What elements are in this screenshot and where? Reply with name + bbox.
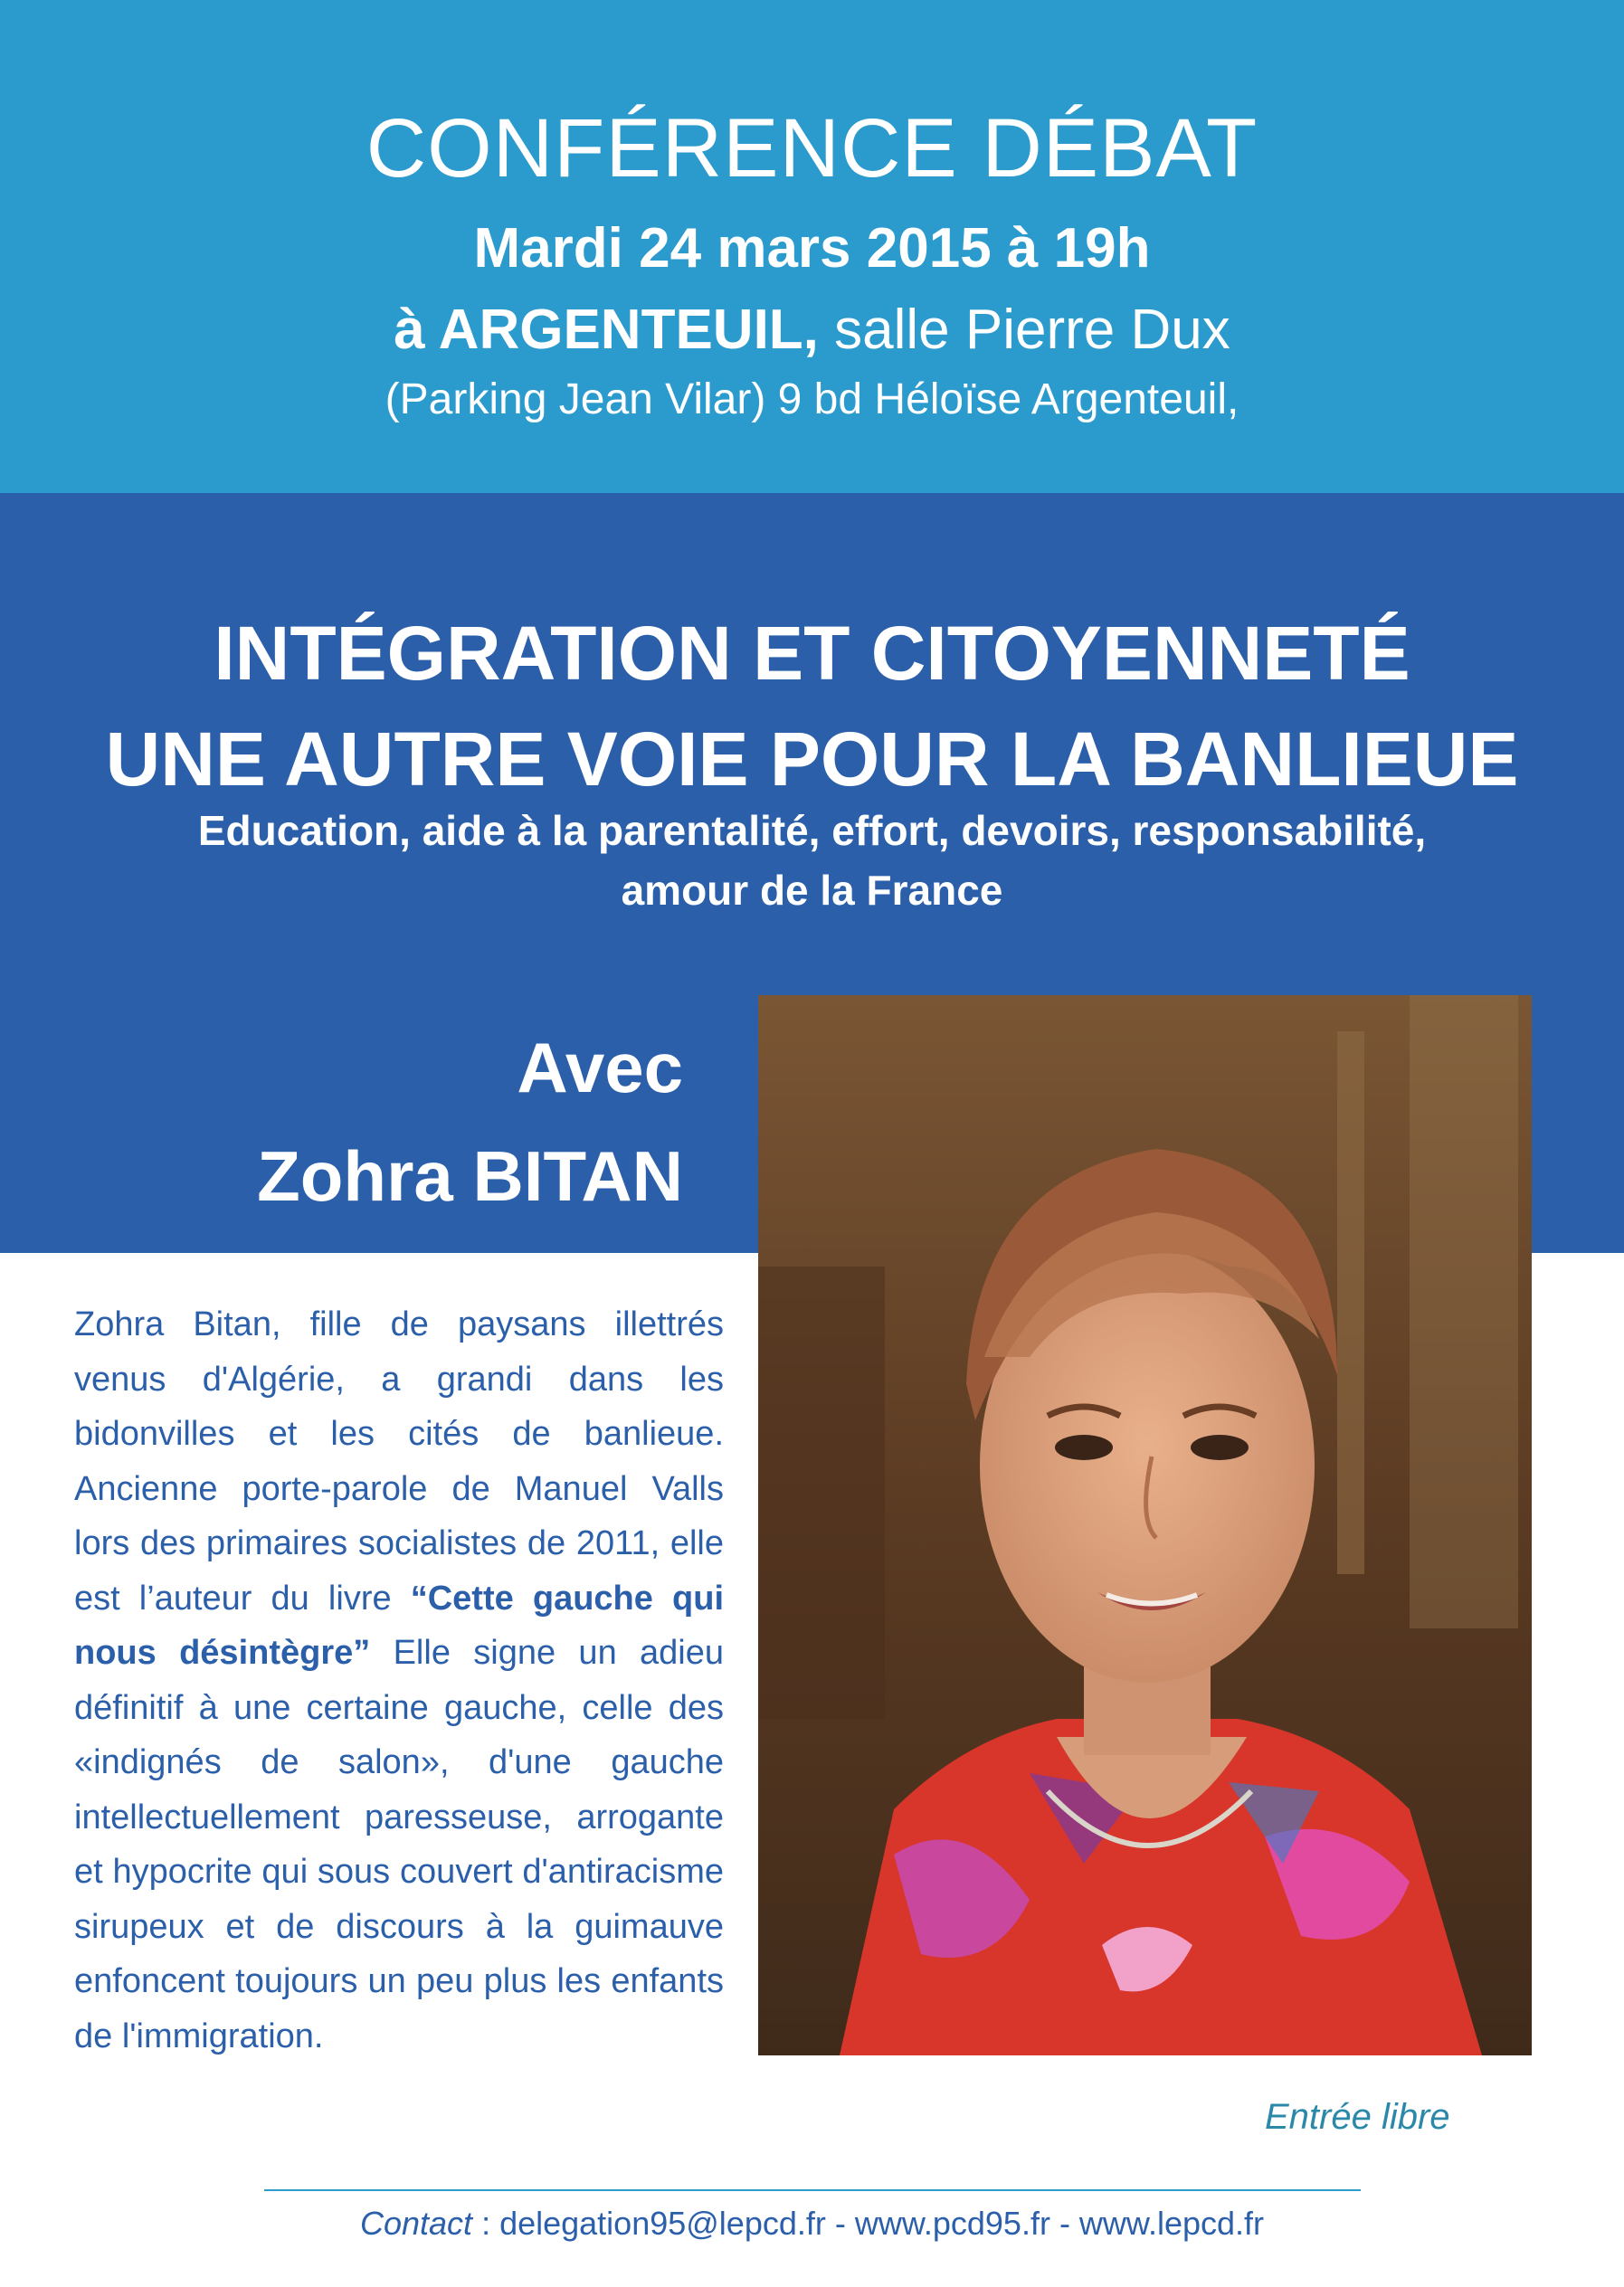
book-title: “Cette gauche qui nous désintègre” — [74, 1579, 725, 1672]
portrait-illustration — [758, 995, 1532, 2055]
contact-details: : delegation95@lepcd.fr - www.pcd95.fr - www.lepcd.fr — [472, 2205, 1264, 2242]
theme-subtitle — [0, 801, 1624, 920]
contact-label: Contact — [359, 2205, 473, 2242]
speaker-avec: Avec — [517, 1028, 683, 1107]
speaker-block — [257, 1013, 683, 1230]
theme-subtitle-line1: Education, aide à la parentalité, effort, devoirs, responsabilité, — [197, 807, 1427, 854]
event-address: (Parking Jean Vilar) 9 bd Héloïse Argenteuil, — [385, 375, 1239, 423]
header-band — [0, 0, 1624, 493]
speaker-portrait — [758, 995, 1532, 2055]
speaker-name: Zohra BITAN — [257, 1136, 683, 1216]
event-title: CONFÉRENCE DÉBAT — [366, 102, 1258, 195]
theme-title-line2: UNE AUTRE VOIE POUR LA BANLIEUE — [105, 716, 1519, 802]
speaker-biography — [74, 1297, 724, 2064]
event-date: Mardi 24 mars 2015 à 19h — [473, 217, 1151, 280]
contact-line — [0, 2207, 1624, 2240]
venue-room: salle Pierre Dux — [818, 299, 1230, 361]
event-venue — [0, 299, 1624, 361]
bio-text-part1: Zohra Bitan, fille de paysans illettrés venus d'Algérie, a grandi dans les bidonvilles et les cités de banlieue. Ancienne porte-parole de Manuel Valls lors des primaires socialistes de 2011, elle est l’auteur du livre — [74, 1305, 724, 1618]
footer-divider — [264, 2189, 1361, 2191]
bio-text-part2: Elle signe un adieu définitif à une certaine gauche, celle des «indignés de salon», d'une gauche intellectuellement paresseuse, arrogante et hypocrite qui sous couvert d'antiracisme sirupeux et de discours à la guimauve enfoncent toujours un peu plus les enfants de l'immigration. — [74, 1634, 724, 2055]
free-entry-note: Entrée libre — [1265, 2097, 1450, 2137]
theme-title-line1: INTÉGRATION ET CITOYENNETÉ — [214, 611, 1410, 696]
venue-city: à ARGENTEUIL, — [394, 299, 819, 361]
theme-subtitle-line2: amour de la France — [621, 867, 1003, 914]
